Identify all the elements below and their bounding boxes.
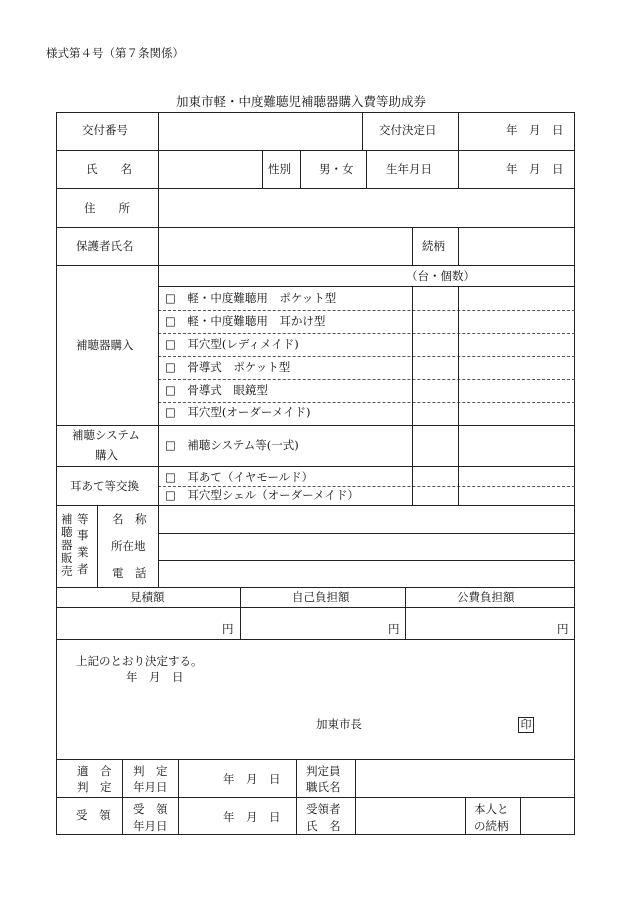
birthdate-label: 生年月日: [386, 162, 432, 176]
address-label: 住 所: [84, 201, 130, 215]
judgement-date-label: 年月日: [133, 780, 168, 794]
dealer-label-char: 等: [77, 512, 89, 526]
judgement-label: 判 定: [77, 780, 112, 794]
seal-mark: 印: [518, 717, 534, 733]
sex-options: 男・女: [319, 162, 354, 176]
unit-note: （台・個数）: [406, 269, 475, 283]
hearing-system-label: 購入: [95, 448, 118, 462]
estimate-label: 見積額: [130, 590, 165, 604]
dealer-label-char: 業: [77, 545, 89, 559]
birthdate-placeholder: 年 月 日: [506, 162, 564, 176]
relation-to-self-label: 本人と: [474, 802, 509, 816]
receipt-label: 受 領: [76, 808, 111, 822]
relation-label: 続柄: [422, 239, 445, 253]
issue-decision-date-label: 交付決定日: [379, 123, 437, 137]
receipt-date-label: 年月日: [133, 819, 168, 833]
relation-to-self-label: の続柄: [474, 819, 509, 833]
earmold-item: □ 耳あて（イヤモールド）: [165, 470, 314, 484]
judge-label: 判定員: [306, 764, 341, 778]
hearing-aid-purchase-label: 補聴器購入: [76, 338, 134, 352]
issue-date-placeholder: 年 月 日: [506, 123, 564, 137]
hearing-system-label: 補聴システム: [72, 428, 140, 442]
recipient-label: 氏 名: [306, 819, 341, 833]
hearing-system-item: □ 補聴システム等(一式): [165, 438, 299, 452]
receipt-date-placeholder: 年 月 日: [223, 810, 281, 824]
public-pay-yen: 円: [557, 622, 569, 636]
dealer-name-label: 名 称: [112, 512, 147, 526]
earmold-exchange-label: 耳あて等交換: [70, 479, 139, 493]
decision-statement: 上記のとおり決定する。: [76, 654, 203, 668]
dealer-label-char: 聴: [61, 525, 73, 539]
mayor-label: 加東市長: [316, 717, 362, 731]
dealer-label-char: 販: [61, 551, 73, 565]
dealer-label-char: 器: [61, 538, 73, 552]
self-pay-label: 自己負担額: [292, 590, 350, 604]
hearing-aid-item: □ 耳穴型(レディメイド): [165, 337, 299, 351]
hearing-aid-item: □ 耳穴型(オーダーメイド): [165, 405, 311, 419]
name-label: 氏 名: [86, 162, 132, 176]
public-pay-label: 公費負担額: [457, 590, 515, 604]
judgement-label: 適 合: [77, 764, 112, 778]
judge-label: 職氏名: [306, 780, 341, 794]
dealer-label-char: 売: [61, 564, 73, 578]
dealer-location-label: 所在地: [111, 539, 146, 553]
judgement-date-placeholder: 年 月 日: [223, 772, 281, 786]
issue-number-label: 交付番号: [82, 123, 128, 137]
judgement-date-label: 判 定: [133, 764, 168, 778]
dealer-phone-label: 電 話: [112, 566, 147, 580]
dealer-label-char: 補: [61, 512, 73, 526]
dealer-label-char: 事: [77, 528, 89, 542]
receipt-date-label: 受 領: [133, 802, 168, 816]
hearing-aid-item: □ 軽・中度難聴用 耳かけ型: [165, 314, 326, 328]
hearing-aid-item: □ 骨導式 ポケット型: [165, 360, 291, 374]
form-title: 加東市軽・中度難聴児補聴器購入費等助成券: [176, 94, 427, 109]
sex-label: 性別: [268, 162, 291, 176]
estimate-yen: 円: [222, 622, 234, 636]
guardian-name-label: 保護者氏名: [76, 239, 134, 253]
dealer-label-char: 者: [77, 562, 89, 576]
form-number: 様式第４号（第７条関係）: [46, 46, 184, 60]
self-pay-yen: 円: [388, 622, 400, 636]
recipient-label: 受領者: [306, 802, 341, 816]
hearing-aid-item: □ 骨導式 眼鏡型: [165, 383, 268, 397]
hearing-aid-item: □ 軽・中度難聴用 ポケット型: [165, 291, 337, 305]
decision-date: 年 月 日: [126, 670, 184, 684]
earmold-item: □ 耳穴型シェル（オーダーメイド）: [165, 488, 359, 502]
